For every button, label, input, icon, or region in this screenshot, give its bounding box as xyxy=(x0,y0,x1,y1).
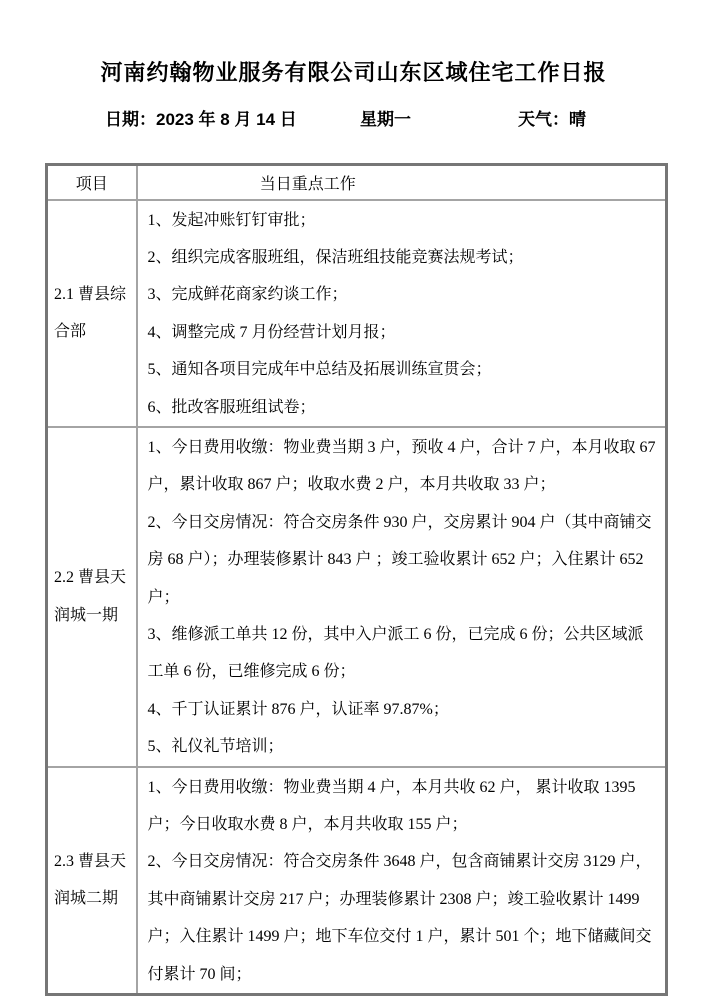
table-row xyxy=(47,427,667,767)
work-item: 2、组织完成客服班组，保洁班组技能竞赛法规考试； xyxy=(147,248,524,266)
column-header-project: 项目 xyxy=(47,165,137,200)
weekday-field: 星期一 xyxy=(360,110,411,129)
date-field: 日期：2023 年 8 月 14 日 xyxy=(105,110,297,129)
work-item: 5、礼仪礼节培训； xyxy=(147,738,284,756)
work-cell xyxy=(137,767,667,995)
header-row xyxy=(47,165,667,200)
work-item: 1、今日费用收缴：物业费当期 4 户，本月共收 62 户， 累计收取 1395 户；今日收取水费 8 户，本月共收取 155 户； xyxy=(147,778,636,833)
work-item: 3、完成鲜花商家约谈工作； xyxy=(147,286,348,304)
date-row xyxy=(0,107,707,133)
work-item: 1、今日费用收缴：物业费当期 3 户，预收 4 户，合计 7 户，本月收取 67 户，累计收取 867 户；收取水费 2 户，本月共收取 33 户； xyxy=(147,438,656,494)
table-row xyxy=(47,767,667,995)
work-item: 3、维修派工单共 12 份，其中入户派工 6 份，已完成 6 份；公共区域派工单 6 份，已维修完成 6 份； xyxy=(147,625,644,681)
work-item: 2、今日交房情况：符合交房条件 3648 户，包含商铺累计交房 3129 户，其中商铺累计交房 217 户；办理装修累计 2308 户；竣工验收累计 1499 户；入住累计 1499 户；地下车位交付 1 户，累计 501 个；地下储藏间交付累计 70 间； xyxy=(147,853,652,983)
work-item: 5、通知各项目完成年中总结及拓展训练宣贯会； xyxy=(147,361,492,379)
work-cell xyxy=(137,200,667,427)
work-cell xyxy=(137,427,667,767)
work-item: 2、今日交房情况：符合交房条件 930 户，交房累计 904 户（其中商铺交房 68 户）；办理装修累计 843 户 ；竣工验收累计 652 户；入住累计 652 户； xyxy=(147,513,652,606)
page-title: 河南约翰物业服务有限公司山东区域住宅工作日报 xyxy=(100,60,607,85)
column-header-work: 当日重点工作 xyxy=(137,165,667,200)
report-table xyxy=(45,163,668,996)
project-cell: 2.1 曹县综合部 xyxy=(47,200,137,427)
work-item: 4、调整完成 7 月份经营计划月报； xyxy=(147,323,396,341)
work-item: 4、千丁认证累计 876 户，认证率 97.87%； xyxy=(147,700,449,718)
weather-field: 天气：晴 xyxy=(518,110,586,129)
project-cell: 2.3 曹县天润城二期 xyxy=(47,767,137,995)
work-item: 6、批改客服班组试卷； xyxy=(147,398,316,416)
table-row xyxy=(47,200,667,427)
work-item: 1、发起冲账钉钉审批； xyxy=(147,211,316,229)
project-cell: 2.2 曹县天润城一期 xyxy=(47,427,137,767)
